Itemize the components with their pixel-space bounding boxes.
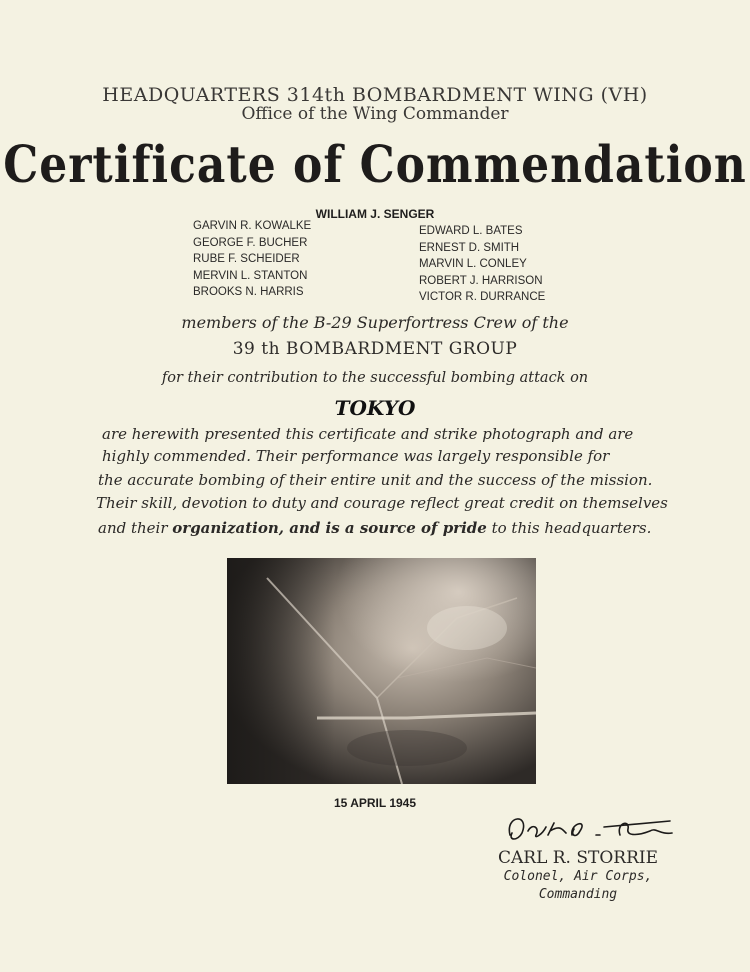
- citation-body-line: [98, 519, 651, 537]
- citation-body-line: Their skill, devotion to duty and courage reflect great credit on themselves: [96, 494, 668, 512]
- contribution-line: for their contribution to the successful bombing attack on: [161, 370, 589, 386]
- citation-body-line: are herewith presented this certificate and strike photograph and are: [102, 425, 634, 443]
- citation-body-line: highly commended. Their performance was largely responsible for: [102, 447, 610, 465]
- crew-lead-name: WILLIAM J. SENGER: [315, 207, 435, 221]
- certificate-title: Certificate of Commendation: [3, 136, 747, 195]
- crew-list-left: [193, 220, 311, 303]
- crew-member: ERNEST D. SMITH: [419, 241, 520, 254]
- target-city: TOKYO: [334, 396, 416, 420]
- photo-date: 15 APRIL 1945: [333, 796, 417, 810]
- crew-member: GARVIN R. KOWALKE: [193, 220, 312, 232]
- crew-member: MERVIN L. STANTON: [193, 269, 308, 282]
- crew-member: VICTOR R. DURRANCE: [419, 291, 546, 303]
- strike-photograph: [227, 558, 536, 784]
- crew-member: EDWARD L. BATES: [419, 225, 523, 237]
- crew-member: GEORGE F. BUCHER: [193, 236, 308, 249]
- citation-body-line: the accurate bombing of their entire unit and the success of the mission.: [98, 471, 653, 489]
- aerial-photo-image: [227, 558, 536, 784]
- office-line: Office of the Wing Commander: [241, 104, 509, 124]
- crew-member: MARVIN L. CONLEY: [419, 258, 527, 270]
- signature-image: [500, 805, 680, 849]
- signer-role: Commanding: [538, 887, 618, 902]
- handwritten-signature: [500, 805, 680, 849]
- crew-member: RUBE F. SCHEIDER: [193, 253, 300, 265]
- citation-text-part: and their: [98, 519, 173, 537]
- crew-member: BROOKS N. HARRIS: [193, 286, 304, 298]
- members-line: members of the B-29 Superfortress Crew of the: [181, 313, 569, 332]
- citation-text-emphasis: organization, and is a source of pride: [172, 519, 487, 537]
- signer-rank: Colonel, Air Corps,: [503, 869, 653, 884]
- crew-member: ROBERT J. HARRISON: [419, 274, 543, 287]
- headquarters-line: HEADQUARTERS 314th BOMBARDMENT WING (VH): [102, 84, 648, 106]
- citation-text-part: to this headquarters.: [486, 519, 652, 537]
- bombardment-group: 39 th BOMBARDMENT GROUP: [232, 339, 518, 359]
- crew-list-right: [419, 225, 545, 308]
- signer-name: CARL R. STORRIE: [497, 848, 659, 868]
